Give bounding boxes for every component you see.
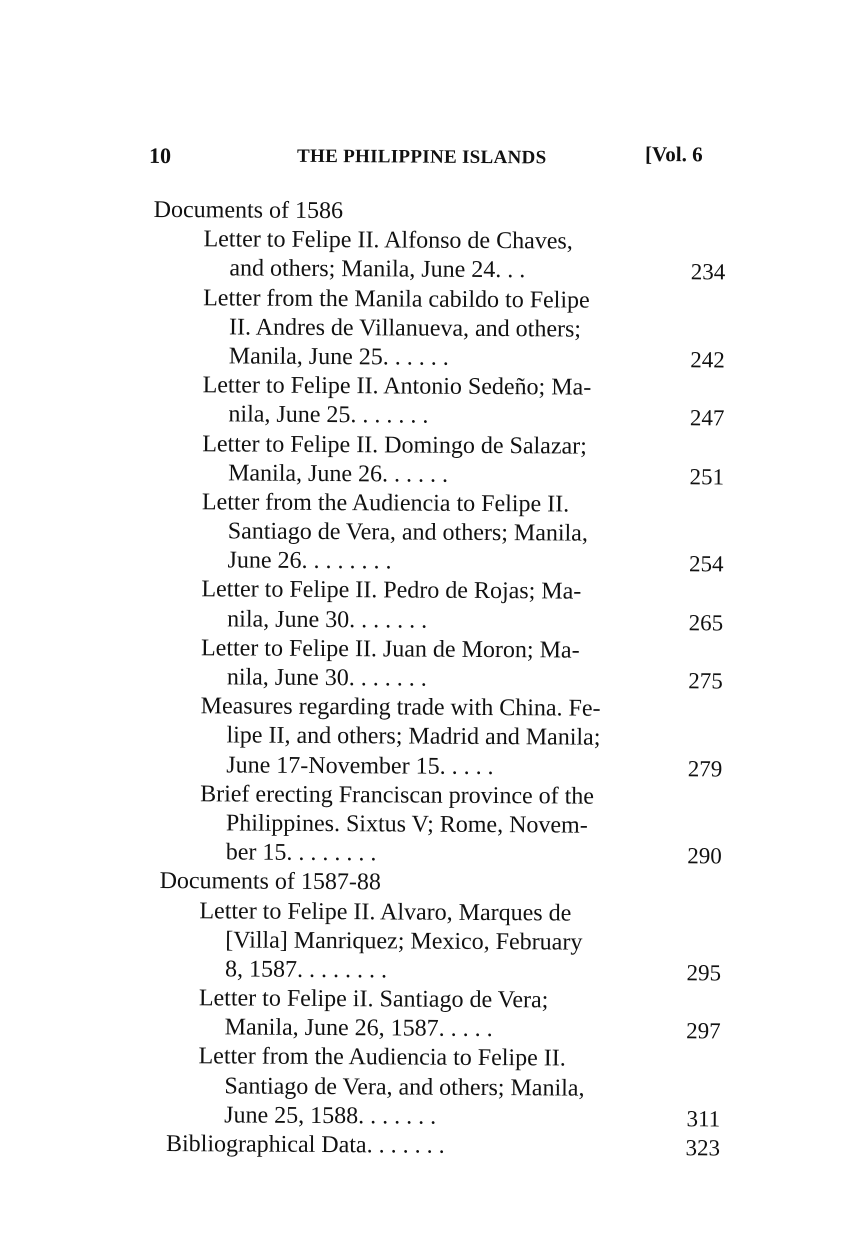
toc-entry-line: Letter to Felipe II. Alfonso de Chaves, — [203, 226, 573, 255]
page-ref: 265 — [688, 609, 724, 636]
toc-entry-line: Letter to Felipe II. Domingo de Salazar; — [202, 430, 587, 460]
page-ref: 254 — [688, 551, 724, 577]
toc-entry-line: June 25, 1588. . . . . . . 311 — [148, 1101, 738, 1134]
page-number: 10 — [148, 142, 172, 169]
toc-entry-line: nila, June 25. . . . . . . 247 — [152, 400, 742, 433]
page-ref: 311 — [686, 1106, 721, 1132]
toc-entry-line: and others; Manila, June 24. . . 234 — [153, 254, 743, 287]
toc-entry-line: Santiago de Vera, and others; Manila, — [224, 1073, 585, 1102]
section-heading: Documents of 1587-88 — [159, 868, 381, 896]
page-ref: 234 — [690, 259, 726, 285]
toc-entry-line: ber 15. . . . . . . . 290 — [150, 838, 740, 871]
page-ref: 242 — [690, 347, 725, 373]
toc-entry-line: Manila, June 26, 1587. . . . . 297 — [149, 1013, 739, 1046]
running-title: THE PHILIPPINE ISLANDS — [296, 145, 547, 169]
page-ref: 247 — [689, 405, 725, 431]
page-ref: 251 — [689, 463, 725, 490]
toc-entry-line: Santiago de Vera, and others; Manila, — [227, 518, 588, 547]
toc-entry-line: lipe II, and others; Madrid and Manila; — [226, 722, 601, 752]
page-ref: 297 — [686, 1018, 721, 1044]
toc-entry-line: Measures regarding trade with China. Fe- — [200, 693, 601, 722]
section-heading: Documents of 1586 — [153, 196, 344, 225]
toc-entry-line: Manila, June 26. . . . . . 251 — [152, 459, 742, 492]
toc-entry-line: June 26. . . . . . . . 254 — [151, 546, 741, 579]
page-ref: 279 — [687, 755, 723, 781]
toc-entry-line: Brief erecting Franciscan province of the — [200, 780, 595, 810]
volume-label: [Vol. 6 — [644, 141, 703, 167]
closing-entry: Bibliographical Data. . . . . . . 323 — [148, 1130, 738, 1163]
toc-entry-line: Letter from the Audiencia to Felipe II. — [198, 1043, 566, 1072]
toc-entry-line: Letter to Felipe II. Pedro de Rojas; Ma- — [201, 576, 582, 605]
running-header — [149, 139, 729, 173]
toc-entry-line: Letter to Felipe II. Juan de Moron; Ma- — [200, 635, 580, 664]
table-of-contents — [148, 196, 744, 1163]
toc-entry-line: Letter to Felipe II. Alvaro, Marques de — [199, 897, 572, 927]
toc-entry-line: Manila, June 25. . . . . . 242 — [153, 342, 743, 375]
toc-entry-line: Philippines. Sixtus V; Rome, Novem- — [225, 810, 588, 839]
toc-entry-line: [Villa] Manriquez; Mexico, February — [225, 927, 583, 956]
page-ref: 275 — [688, 668, 723, 694]
toc-entry-line: nila, June 30. . . . . . . 275 — [151, 663, 741, 696]
toc-entry-line: Letter from the Manila cabildo to Felipe — [203, 284, 590, 314]
toc-entry-line: Letter from the Audiencia to Felipe II. — [201, 489, 570, 518]
page-ref: 290 — [687, 843, 722, 869]
page-ref: 323 — [685, 1135, 721, 1161]
toc-entry-line: June 17-November 15. . . . . 279 — [150, 750, 740, 783]
toc-entry-line: 8, 1587. . . . . . . . 295 — [149, 955, 739, 988]
toc-entry-line: Letter to Felipe II. Antonio Sedeño; Ma- — [202, 372, 592, 401]
page-ref: 295 — [686, 960, 722, 986]
toc-entry-line: Letter to Felipe iI. Santiago de Vera; — [198, 985, 549, 1014]
toc-entry-line: nila, June 30. . . . . . . 265 — [151, 605, 741, 638]
toc-entry-line: II. Andres de Villanueva, and others; — [228, 314, 582, 343]
